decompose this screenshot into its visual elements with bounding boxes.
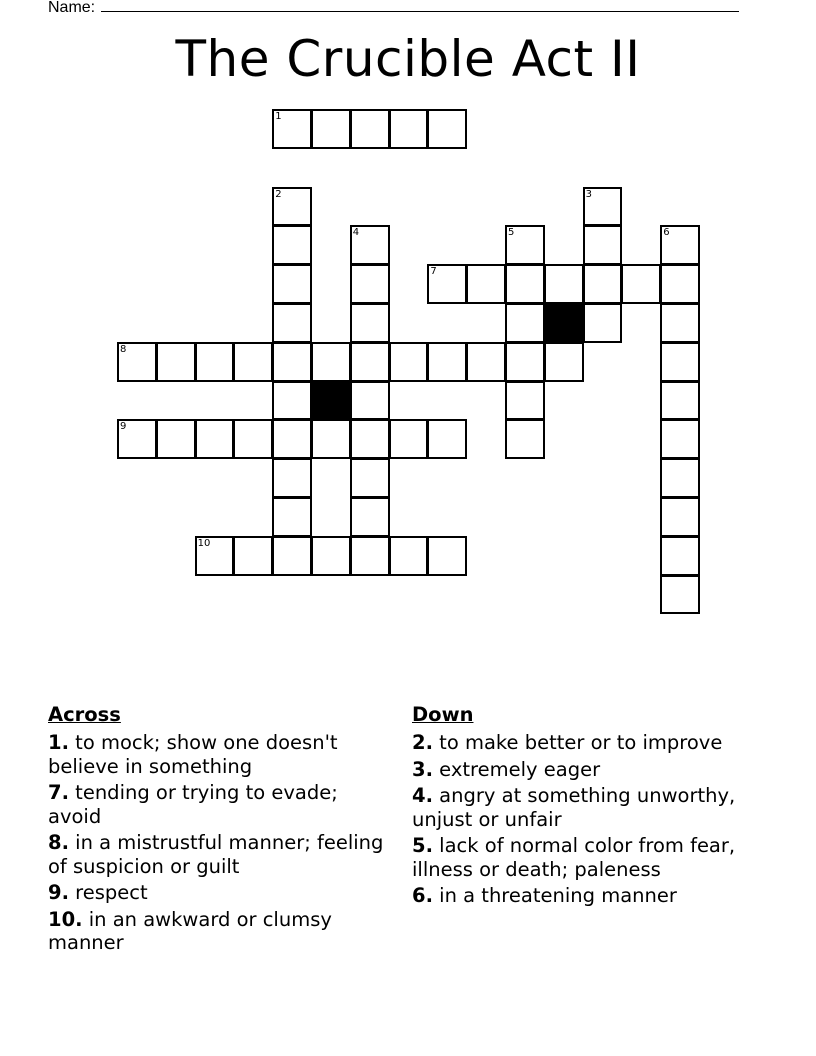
clue-item <box>412 758 772 782</box>
grid-cell[interactable] <box>272 458 312 498</box>
grid-cell[interactable] <box>583 187 623 227</box>
grid-cell[interactable] <box>505 225 545 265</box>
grid-cell[interactable] <box>156 342 196 382</box>
grid-cell[interactable] <box>311 342 351 382</box>
grid-cell[interactable] <box>272 419 312 459</box>
grid-cell[interactable] <box>272 109 312 149</box>
grid-cell[interactable] <box>660 458 700 498</box>
grid-cell[interactable] <box>233 342 273 382</box>
grid-cell[interactable] <box>272 536 312 576</box>
grid-cell[interactable] <box>350 381 390 421</box>
clue-item-number: 8. <box>48 831 69 854</box>
grid-cell[interactable] <box>544 264 584 304</box>
name-label: Name: <box>48 0 96 16</box>
grid-cell[interactable] <box>427 264 467 304</box>
clue-item-text: in a mistrustful manner; feeling of suspicion or guilt <box>48 831 384 878</box>
grid-cell[interactable] <box>660 575 700 615</box>
grid-cell[interactable] <box>660 225 700 265</box>
grid-block-cell <box>311 381 351 421</box>
clue-item <box>412 731 772 755</box>
grid-cell[interactable] <box>311 109 351 149</box>
grid-cell[interactable] <box>195 342 235 382</box>
grid-cell[interactable] <box>389 342 429 382</box>
clue-item <box>412 784 772 831</box>
grid-cell[interactable] <box>427 342 467 382</box>
grid-cell[interactable] <box>350 264 390 304</box>
clue-number: 8 <box>120 343 127 355</box>
grid-cell[interactable] <box>311 536 351 576</box>
grid-cell[interactable] <box>466 264 506 304</box>
clue-number: 3 <box>585 188 592 200</box>
clue-item <box>48 881 388 905</box>
clue-item-text: in an awkward or clumsy manner <box>48 907 332 954</box>
clue-item-number: 1. <box>48 731 69 754</box>
clue-number: 10 <box>197 537 211 549</box>
clue-item-number: 7. <box>48 781 69 804</box>
grid-cell[interactable] <box>272 225 312 265</box>
grid-cell[interactable] <box>272 342 312 382</box>
grid-cell[interactable] <box>621 264 661 304</box>
grid-cell[interactable] <box>660 419 700 459</box>
grid-cell[interactable] <box>233 419 273 459</box>
clue-number: 1 <box>275 111 282 122</box>
clue-item-number: 9. <box>48 881 69 904</box>
down-clues <box>412 703 772 911</box>
grid-cell[interactable] <box>544 342 584 382</box>
clue-number: 2 <box>275 188 282 200</box>
grid-cell[interactable] <box>660 381 700 421</box>
clue-item-number: 10. <box>48 907 83 931</box>
across-heading: Across <box>48 703 121 726</box>
clue-item-number: 5. <box>412 834 433 857</box>
clue-item-text: tending or trying to evade; avoid <box>48 781 338 828</box>
grid-cell[interactable] <box>233 536 273 576</box>
grid-cell[interactable] <box>311 419 351 459</box>
grid-cell[interactable] <box>272 187 312 227</box>
grid-cell[interactable] <box>350 109 390 149</box>
clue-item-text: respect <box>68 881 148 904</box>
grid-cell[interactable] <box>117 342 157 382</box>
grid-block-cell <box>544 303 584 343</box>
grid-cell[interactable] <box>156 419 196 459</box>
grid-cell[interactable] <box>505 381 545 421</box>
grid-cell[interactable] <box>427 109 467 149</box>
clue-item <box>48 731 388 778</box>
clue-item <box>412 834 772 881</box>
grid-cell[interactable] <box>505 342 545 382</box>
puzzle-title: The Crucible Act II <box>175 30 641 88</box>
clue-item-number: 4. <box>412 784 433 807</box>
grid-cell[interactable] <box>350 342 390 382</box>
grid-cell[interactable] <box>660 264 700 304</box>
clue-item-number: 6. <box>412 884 433 907</box>
grid-cell[interactable] <box>660 303 700 343</box>
clue-item <box>48 781 388 828</box>
clue-item <box>48 908 388 955</box>
grid-cell[interactable] <box>272 264 312 304</box>
grid-cell[interactable] <box>583 225 623 265</box>
clue-item-text: in a threatening manner <box>432 884 677 907</box>
clue-item-text: lack of normal color from fear, illness or death; paleness <box>412 834 736 881</box>
grid-cell[interactable] <box>350 536 390 576</box>
grid-cell[interactable] <box>117 419 157 459</box>
grid-cell[interactable] <box>660 342 700 382</box>
clue-number: 6 <box>663 227 670 239</box>
clue-item <box>48 831 388 878</box>
grid-cell[interactable] <box>389 536 429 576</box>
clue-item-text: to mock; show one doesn't believe in something <box>48 731 338 778</box>
grid-cell[interactable] <box>272 303 312 343</box>
grid-cell[interactable] <box>505 303 545 343</box>
clue-item-text: to make better or to improve <box>432 731 723 754</box>
grid-cell[interactable] <box>350 225 390 265</box>
grid-cell[interactable] <box>466 342 506 382</box>
grid-cell[interactable] <box>350 419 390 459</box>
grid-cell[interactable] <box>427 536 467 576</box>
clue-item <box>412 884 772 908</box>
grid-cell[interactable] <box>272 381 312 421</box>
grid-cell[interactable] <box>350 497 390 537</box>
grid-cell[interactable] <box>505 419 545 459</box>
grid-cell[interactable] <box>389 109 429 149</box>
grid-cell[interactable] <box>583 264 623 304</box>
clue-item-number: 3. <box>412 757 433 781</box>
grid-cell[interactable] <box>350 303 390 343</box>
grid-cell[interactable] <box>389 419 429 459</box>
clue-number: 4 <box>352 227 360 239</box>
grid-cell[interactable] <box>195 419 235 459</box>
grid-cell[interactable] <box>583 303 623 343</box>
across-clues <box>48 703 388 958</box>
grid-cell[interactable] <box>195 536 235 576</box>
clue-item-text: angry at something unworthy, unjust or unfair <box>412 784 736 831</box>
grid-cell[interactable] <box>427 419 467 459</box>
grid-cell[interactable] <box>272 497 312 537</box>
grid-cell[interactable] <box>660 536 700 576</box>
grid-cell[interactable] <box>505 264 545 304</box>
grid-cell[interactable] <box>660 497 700 537</box>
clue-number: 7 <box>430 266 437 278</box>
clue-item-number: 2. <box>412 731 433 754</box>
clue-item-text: extremely eager <box>432 757 601 781</box>
clue-number: 5 <box>508 227 515 239</box>
down-heading: Down <box>412 703 474 726</box>
grid-cell[interactable] <box>350 458 390 498</box>
clue-number: 9 <box>120 421 127 433</box>
